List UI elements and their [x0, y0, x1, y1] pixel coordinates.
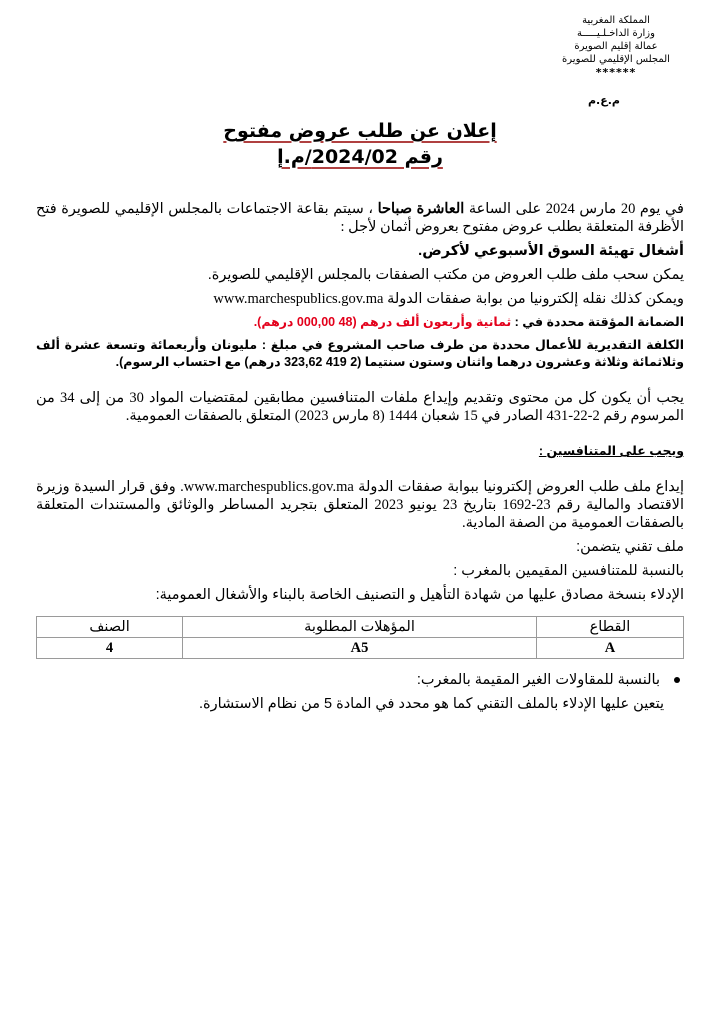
- title-line-1: إعلان عن طلب عروض مفتوح: [223, 120, 497, 142]
- guarantee-amount: (48 000,00 درهم).: [253, 315, 361, 329]
- project-title: أشغال تهيئة السوق الأسبوعي لأكرض.: [418, 243, 684, 259]
- non-residents-item: بالنسبة للمقاولات الغير المقيمة بالمغرب:: [36, 671, 684, 689]
- letterhead-line: المجلس الإقليمي للصويرة: [562, 54, 670, 65]
- letterhead-line: عمالة إقليم الصويرة: [574, 41, 658, 52]
- cell-qualifications: A5: [183, 638, 537, 659]
- withdraw-paragraph: يمكن سحب ملف طلب العروض من مكتب الصفقات بالمجلس الإقليمي للصويرة.: [207, 267, 684, 283]
- compliance-paragraph: يجب أن يكون كل من محتوى وتقديم وإيداع ملفات المتنافسين مطابقين لمقتضيات المواد 30 من إلى 34 من المرسوم رقم 2-22-431 الصادر في 15 شعبان 1444 (8 مارس 2023) المتعلق بالصفقات العمومية.: [36, 390, 685, 424]
- portal-link[interactable]: www.marchespublics.gov.ma: [213, 291, 384, 307]
- non-residents-detail: يتعين عليها الإدلاء بالملف التقني كما هو محدد في المادة 5 من نظام الاستشارة.: [198, 696, 664, 712]
- opening-time: العاشرة صباحا: [377, 201, 465, 217]
- cell-class: 4: [37, 638, 183, 659]
- certificate-paragraph: الإدلاء بنسخة مصادق عليها من شهادة التأهيل و التصنيف الخاصة بالبناء والأشغال العمومية:: [155, 587, 684, 603]
- guarantee-paragraph: الضمانة المؤقتة محددة في : ثمانية وأربعون ألف درهم (48 000,00 درهم).: [253, 315, 684, 329]
- table-header-row: [37, 617, 684, 638]
- download-paragraph: ويمكن كذلك نقله إلكترونيا من بوابة صفقات الدولة www.marchespublics.gov.ma: [213, 291, 684, 307]
- document-body: [36, 200, 684, 719]
- document-title: [200, 118, 520, 170]
- header-sector: القطاع: [536, 617, 683, 638]
- letterhead: [546, 14, 686, 79]
- letterhead-line: المملكة المغربية: [582, 15, 650, 26]
- deposit-paragraph: إيداع ملف طلب العروض إلكترونيا ببوابة صفقات الدولة www.marchespublics.gov.ma. وفق قرار السيدة وزيرة الاقتصاد والمالية رقم 23-1692 بتاريخ 23 يونيو 2023 المتعلق بتجريد المساطر والوثائق والمستندات المتعلقة بالصفقات العمومية من الصفة المادية.: [36, 479, 684, 531]
- bullet-icon: [674, 677, 680, 683]
- header-qualifications: المؤهلات المطلوبة: [183, 617, 537, 638]
- letterhead-line: وزارة الداخـلـيـــــة: [577, 28, 655, 39]
- cell-sector: A: [536, 638, 683, 659]
- tech-file-label: ملف تقني يتضمن:: [576, 539, 684, 555]
- competitors-heading: ويجب على المتنافسين :: [538, 444, 684, 458]
- separator-stars: ******: [595, 66, 637, 79]
- header-class: الصنف: [37, 617, 183, 638]
- estimate-paragraph: الكلفة التقديرية للأعمال محددة من طرف صاحب المشروع في مبلغ : مليونان وأربعمائة وتسعة عشرة ألف وثلاثمائة وثلاثة وعشرون درهما واثنان وستون سنتيما (2 419 323,62 درهم) مع احتساب الرسوم).: [36, 338, 684, 369]
- title-line-2: رقم 2024/02/م.إ: [277, 146, 443, 168]
- opening-paragraph: في يوم 20 مارس 2024 على الساعة العاشرة صباحا ، سيتم بقاعة الاجتماعات بالمجلس الإقليمي للصويرة فتح الأظرفة المتعلقة بطلب عروض مفتوح بعروض أثمان لأجل :: [36, 201, 684, 235]
- reference-code: م.ع.م: [588, 94, 620, 107]
- table-row: [37, 638, 684, 659]
- qualifications-table: [36, 616, 684, 659]
- guarantee-words: ثمانية وأربعون ألف درهم: [360, 315, 512, 329]
- residents-label: بالنسبة للمتنافسين المقيمين بالمغرب :: [453, 563, 684, 579]
